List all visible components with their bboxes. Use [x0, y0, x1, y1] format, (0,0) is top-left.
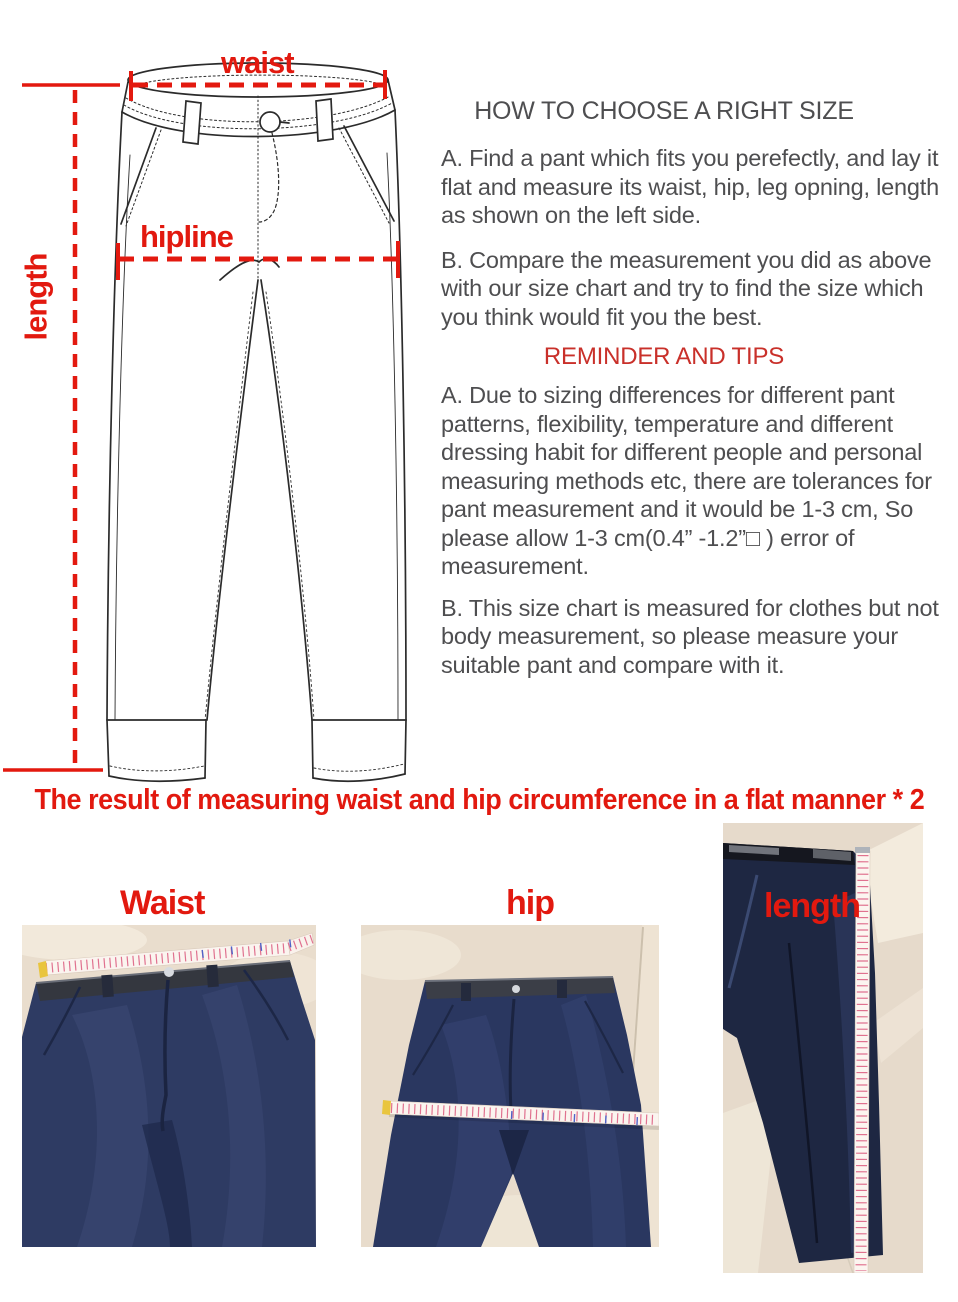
reminder-title: REMINDER AND TIPS	[543, 343, 785, 370]
measurement-lines	[3, 70, 398, 770]
diagram-hipline-label: hipline	[140, 219, 233, 254]
diagram-waist-label: waist	[221, 45, 294, 80]
step-a-text: A. Find a pant which fits you perefectly, and lay it flat and measure its waist, hip, leg opning, length as shown on the left side.	[441, 145, 939, 228]
waist-measurement-photo	[22, 925, 316, 1247]
pants-diagram	[0, 0, 450, 790]
tip-b-text: B. This size chart is measured for clothes but not body measurement, so please measure your suitable pant and compare with it.	[441, 594, 939, 678]
measuring-note-banner: The result of measuring waist and hip circumference in a flat manner * 2	[34, 784, 924, 816]
hip-photo-label: hip	[506, 884, 554, 922]
page-title: HOW TO CHOOSE A RIGHT SIZE	[474, 97, 854, 125]
tip-a-text: A. Due to sizing differences for different pant patterns, flexibility, temperature and different dressing habit for different people and personal measuring methods etc, there are tolerances for pant measurement and it would be 1-3 cm, So please allow 1-3 cm(0.4” -1.2”□ ) error of measurement.	[441, 382, 932, 579]
instructions-column	[441, 96, 957, 679]
hip-measurement-photo	[361, 925, 659, 1247]
step-b-text: B. Compare the measurement you did as above with our size chart and try to find the size which you think would fit you the best.	[441, 246, 932, 330]
length-photo-label: length	[764, 887, 860, 925]
diagram-length-label: length	[18, 253, 53, 341]
waist-photo-label: Waist	[120, 884, 205, 922]
